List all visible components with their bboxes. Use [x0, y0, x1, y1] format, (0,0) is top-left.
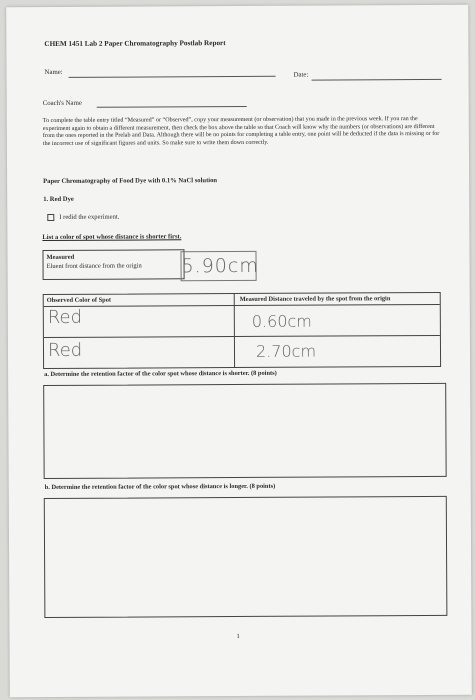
row1-color[interactable]: Red: [47, 306, 83, 329]
document-page: [6, 5, 472, 697]
coach-line[interactable]: [97, 106, 247, 108]
date-line[interactable]: [312, 79, 442, 81]
col-color-header: Observed Color of Spot: [46, 296, 112, 305]
page-title: CHEM 1451 Lab 2 Paper Chromatography Postlab Report: [44, 39, 226, 49]
measured-label: Eluent front distance from the origin: [46, 262, 142, 271]
date-label: Date:: [293, 71, 309, 79]
redo-label: I redid the experiment.: [59, 213, 120, 221]
redo-checkbox[interactable]: [47, 214, 54, 221]
redo-checkbox-row[interactable]: [47, 214, 119, 221]
section-title: Paper Chromatography of Food Dye with 0.1% NaCl solution: [43, 177, 218, 186]
spot-table: [43, 292, 441, 369]
answer-box-a[interactable]: [43, 383, 446, 479]
question-a: a. Determine the retention factor of the color spot whose distance is shorter. (8 points): [44, 369, 277, 379]
measured-box: [42, 249, 184, 280]
row2-color[interactable]: Red: [47, 339, 83, 361]
col-distance-header: Measured Distance traveled by the spot from the origin: [239, 295, 391, 303]
name-line[interactable]: [69, 76, 276, 78]
row2-distance[interactable]: 2.70cm: [255, 341, 317, 361]
dye-heading: 1. Red Dye: [43, 195, 74, 204]
list-prompt: List a color of spot whose distance is shorter first.: [42, 233, 182, 242]
row1-distance[interactable]: 0.60cm: [251, 311, 312, 331]
answer-box-b[interactable]: [44, 496, 448, 618]
measured-header: Measured: [46, 253, 75, 262]
name-label: Name:: [44, 68, 63, 77]
instructions: To complete the table entry titled “Measured” or “Observed”, copy your measurement (or observation) that you made in the previous week. If you ran the experiment again to obtain a different measurement, then check the box above the table so that Coach will know why the numbers (or observations) are different from the ones reported in the Prelab and Data. Although there will be no points for completing a table entry, one point will be deducted if the data is missing or for the incorrect use of significant figures and units. So make sure to write them down correctly.: [42, 116, 440, 147]
page-number: 1: [236, 633, 240, 641]
measured-value[interactable]: 5.90cm: [180, 251, 256, 281]
question-b: b. Determine the retention factor of the color spot whose distance is longer. (8 points): [44, 482, 276, 492]
coach-label: Coach's Name: [42, 99, 82, 108]
